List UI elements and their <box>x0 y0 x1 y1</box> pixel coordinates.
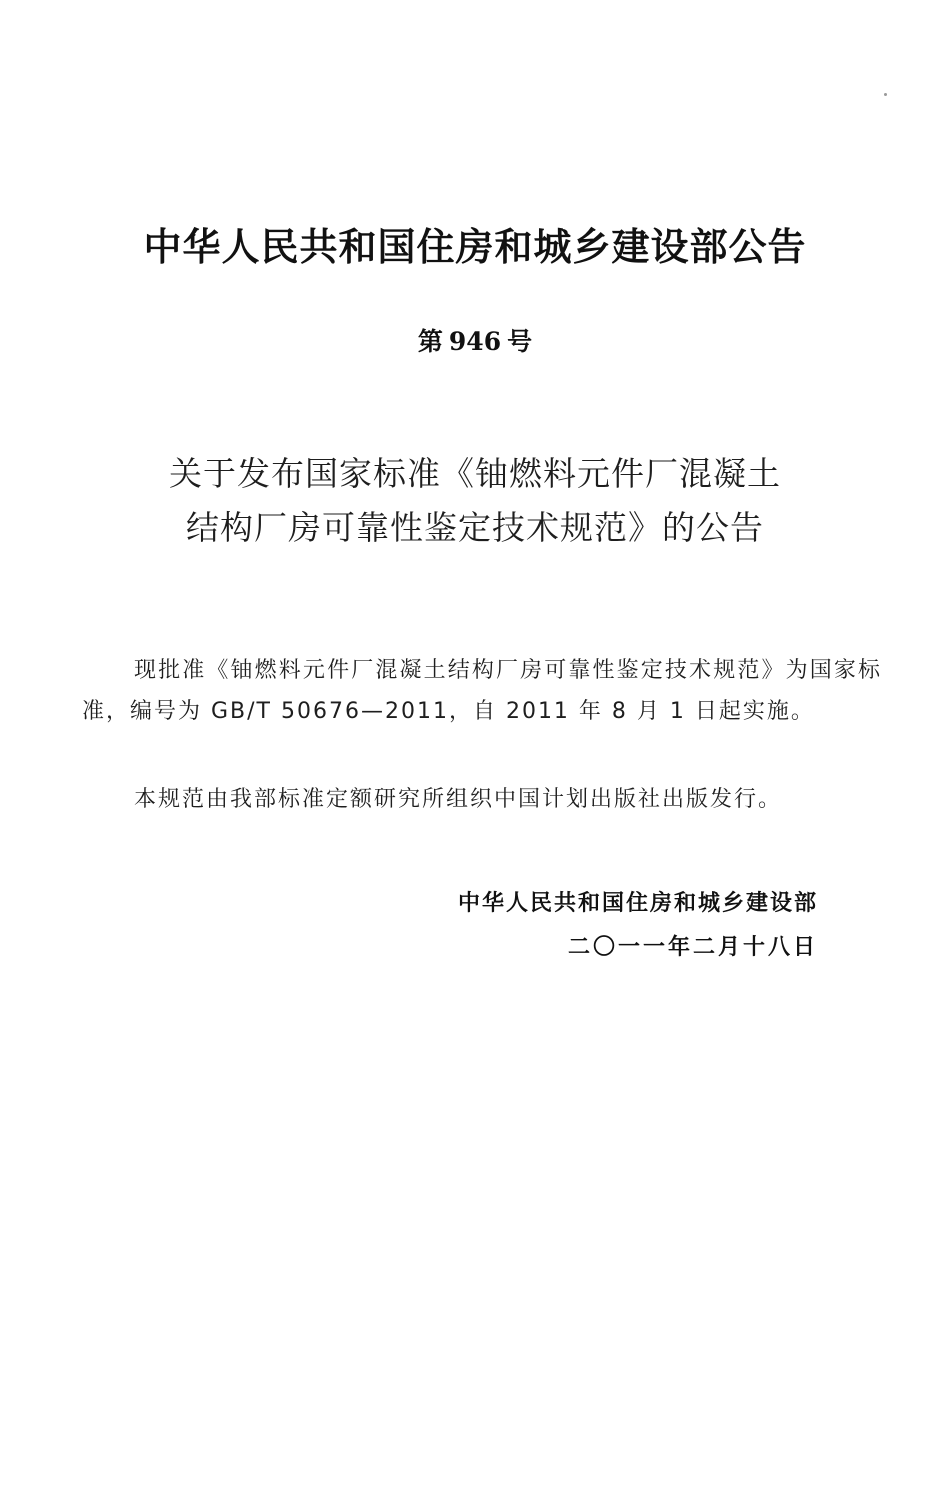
body-paragraph-1: 现批准《铀燃料元件厂混凝土结构厂房可靠性鉴定技术规范》为国家标准，编号为 GB/T 50676—2011，自 2011 年 8 月 1 日起实施。 <box>82 658 882 724</box>
signature-organization: 中华人民共和国住房和城乡建设部 <box>457 891 818 916</box>
page-title: 中华人民共和国住房和城乡建设部公告 <box>143 225 807 269</box>
subtitle-line-2: 结构厂房可靠性鉴定技术规范》的公告 <box>186 508 764 547</box>
notice-number-value: 946 <box>448 327 502 356</box>
notice-number-suffix: 号 <box>507 327 533 356</box>
body-paragraph-2: 本规范由我部标准定额研究所组织中国计划出版社出版发行。 <box>134 787 783 812</box>
notice-number-prefix: 第 <box>417 327 443 356</box>
notice-number <box>0 322 950 358</box>
signature-date: 二〇一一年二月十八日 <box>567 935 818 960</box>
subtitle-line-1: 关于发布国家标准《铀燃料元件厂混凝土 <box>169 454 781 493</box>
scan-speck <box>884 93 887 96</box>
